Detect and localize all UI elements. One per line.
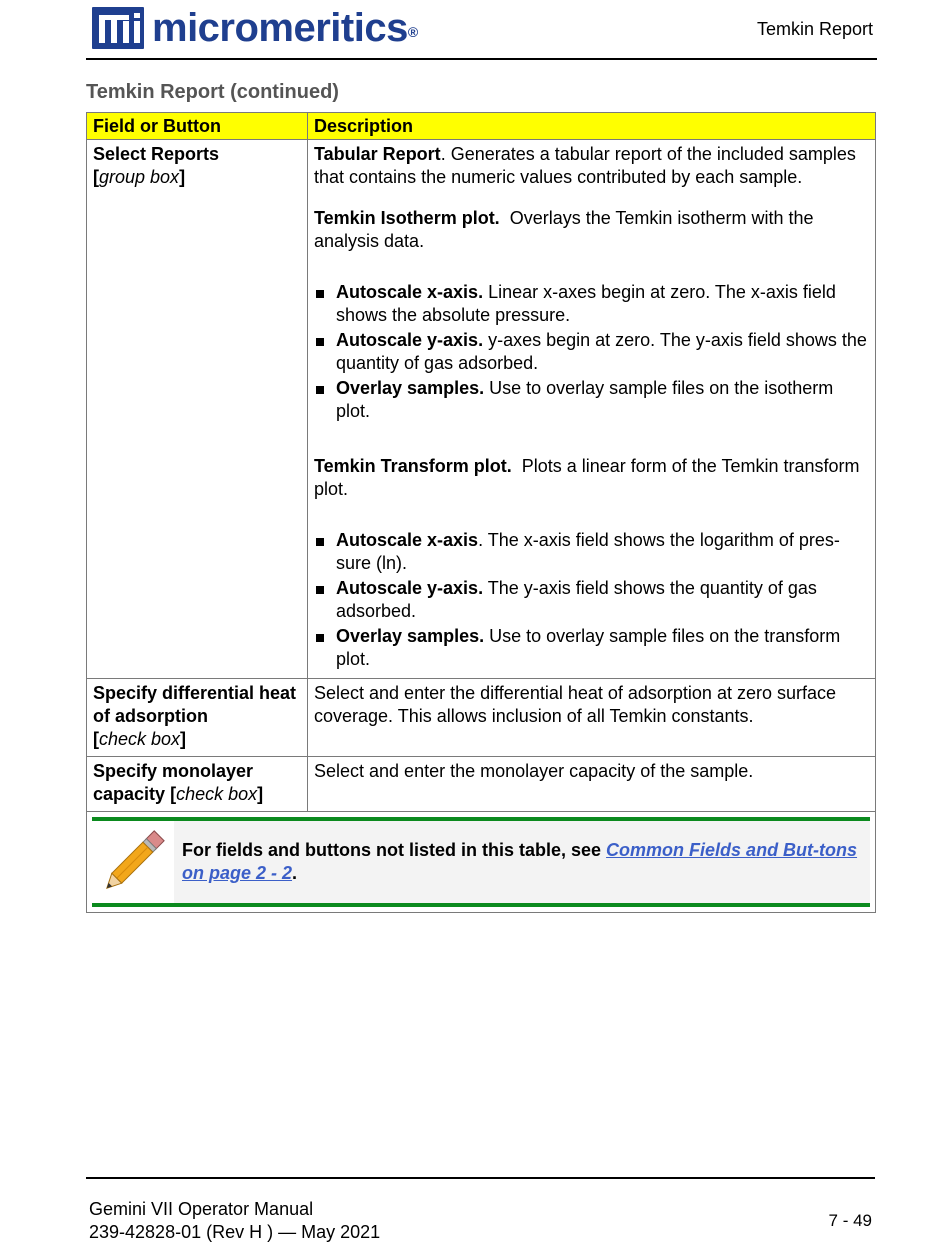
column-header-description: Description [308,113,876,140]
logo-wordmark: micromeritics® [152,6,418,50]
document-number: 239-42828-01 (Rev H ) — May 2021 [89,1222,381,1242]
section-title: Temkin Report (continued) [86,81,339,103]
isotherm-options-list [314,281,869,423]
transform-plot-desc: Temkin Transform plot. Plots a linear form of the Temkin transform plot. [314,456,865,499]
field-type: check box [99,729,181,749]
list-item: Autoscale y-axis. The y-axis field shows the quantity of gas adsorbed. [314,577,869,623]
field-cell: Select Reports [group box] [87,140,308,679]
description-cell: Select and enter the monolayer capacity of the sample. [308,757,876,812]
logo-mark-icon [92,7,144,49]
micromeritics-logo [92,6,418,50]
field-name: Specify differential heat of adsorption [93,683,297,726]
fields-table [86,112,876,913]
list-item: Overlay samples. Use to overlay sample files on the transform plot. [314,625,869,671]
table-row [87,757,876,812]
field-name: Select Reports [93,144,220,164]
header-rule [86,58,877,60]
page-number: 7 - 49 [828,1211,872,1230]
manual-title: Gemini VII Operator Manual [89,1199,314,1219]
tabular-report-desc: Tabular Report. Generates a tabular report of the included samples that contains the numeric values contributed by each sample. [314,144,856,187]
table-header-row [87,113,876,140]
field-cell: Specify monolayer capacity [check box] [87,757,308,812]
list-item: Autoscale x-axis. The x-axis field shows the logarithm of pres-sure (ln). [314,529,869,575]
description-cell [308,140,876,679]
list-item: Autoscale x-axis. Linear x-axes begin at zero. The x-axis field shows the absolute pressure. [314,281,869,327]
running-head: Temkin Report [756,19,873,39]
field-type: check box [176,784,258,804]
table-row [87,679,876,757]
transform-options-list [314,529,869,671]
description-cell: Select and enter the differential heat of adsorption at zero surface coverage. This allows inclusion of all Temkin constants. [308,679,876,757]
footer-rule [86,1177,875,1179]
field-name: Specify monolayer capacity [93,761,254,804]
field-cell: Specify differential heat of adsorption [check box] [87,679,308,757]
page-header [92,6,877,58]
table-row [87,140,876,679]
isotherm-plot-desc: Temkin Isotherm plot. Overlays the Temkin isotherm with the analysis data. [314,208,819,251]
note-row [87,812,876,913]
footer-document-info [89,1198,380,1244]
note-text: For fields and buttons not listed in this table, see Common Fields and But-tons on page 2 - 2. [174,821,870,903]
pencil-icon [92,821,174,903]
field-type: group box [99,167,180,187]
list-item: Autoscale y-axis. y-axes begin at zero. The y-axis field shows the quantity of gas adsorbed. [314,329,869,375]
note-box [92,817,870,907]
column-header-field: Field or Button [87,113,308,140]
common-fields-link[interactable]: Common Fields and But-tons on page 2 - 2 [182,840,858,883]
list-item: Overlay samples. Use to overlay sample files on the isotherm plot. [314,377,869,423]
